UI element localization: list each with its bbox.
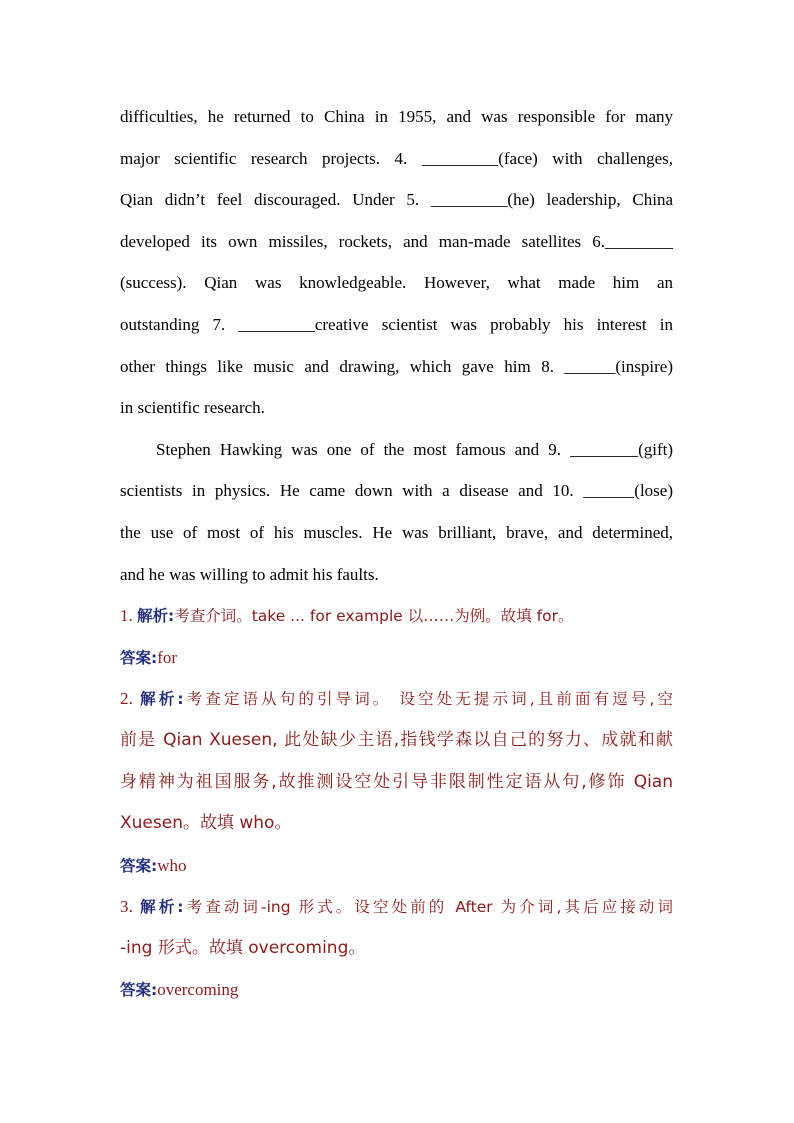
- question-number: 1.: [120, 606, 133, 626]
- answer-label: 答案:: [120, 856, 158, 875]
- analysis-label: 解析:: [140, 898, 184, 917]
- answer-line: [120, 637, 673, 679]
- passage-line: Qian didn’t feel discouraged. Under 5. _________(he) leadership, China: [120, 190, 673, 210]
- analysis-line: -ing 形式。故填 overcoming。: [120, 937, 366, 958]
- passage-line: major scientific research projects. 4. _________(face) with challenges,: [120, 148, 673, 168]
- passage-line: the use of most of his muscles. He was brilliant, brave, and determined,: [120, 522, 673, 542]
- analysis-line: [120, 595, 673, 637]
- passage-line: other things like music and drawing, which gave him 8. ______(inspire): [120, 356, 673, 376]
- question-number: 2.: [120, 689, 133, 709]
- answer-value: overcoming: [157, 980, 239, 1000]
- analysis-line: 前是 Qian Xuesen, 此处缺少主语,指钱学森以自己的努力、成就和献: [120, 729, 673, 750]
- analysis-text: 考查介词。take ... for example 以……为例。故填 for。: [174, 607, 574, 626]
- document-page: [120, 96, 673, 1011]
- passage-line: scientists in physics. He came down with a disease and 10. ______(lose): [120, 481, 673, 501]
- answer-label: 答案:: [120, 981, 158, 1000]
- answer-section: [120, 595, 673, 1011]
- passage-line: outstanding 7. _________creative scientist was probably his interest in: [120, 314, 673, 334]
- answer-block-3: [120, 886, 673, 1011]
- question-number: 3.: [120, 897, 133, 917]
- analysis-line: [120, 886, 673, 928]
- answer-value: who: [157, 855, 187, 875]
- passage-line: Stephen Hawking was one of the most famous and 9. ________(gift): [156, 439, 673, 459]
- analysis-line: 身精神为祖国服务,故推测设空处引导非限制性定语从句,修饰 Qian: [120, 771, 673, 792]
- analysis-text: 考查定语从句的引导词。 设空处无提示词,且前面有逗号,空: [183, 690, 674, 709]
- analysis-line: [120, 678, 673, 720]
- answer-line: [120, 969, 673, 1011]
- answer-label: 答案:: [120, 648, 158, 667]
- answer-block-1: [120, 595, 673, 678]
- passage-line: difficulties, he returned to China in 1955, and was responsible for many: [120, 107, 673, 126]
- answer-value: for: [157, 647, 178, 667]
- answer-block-2: [120, 678, 673, 886]
- analysis-label: 解析:: [140, 690, 184, 709]
- answer-line: [120, 845, 673, 887]
- analysis-line: Xuesen。故填 who。: [120, 813, 292, 834]
- analysis-text: 考查动词-ing 形式。设空处前的 After 为介词,其后应接动词: [183, 898, 674, 917]
- analysis-label: 解析:: [137, 607, 175, 626]
- passage-line: and he was willing to admit his faults.: [120, 564, 379, 584]
- passage-line: in scientific research.: [120, 398, 265, 418]
- passage: [120, 96, 673, 595]
- passage-line: (success). Qian was knowledgeable. However, what made him an: [120, 273, 673, 293]
- passage-line: developed its own missiles, rockets, and man-made satellites 6.________: [120, 231, 673, 251]
